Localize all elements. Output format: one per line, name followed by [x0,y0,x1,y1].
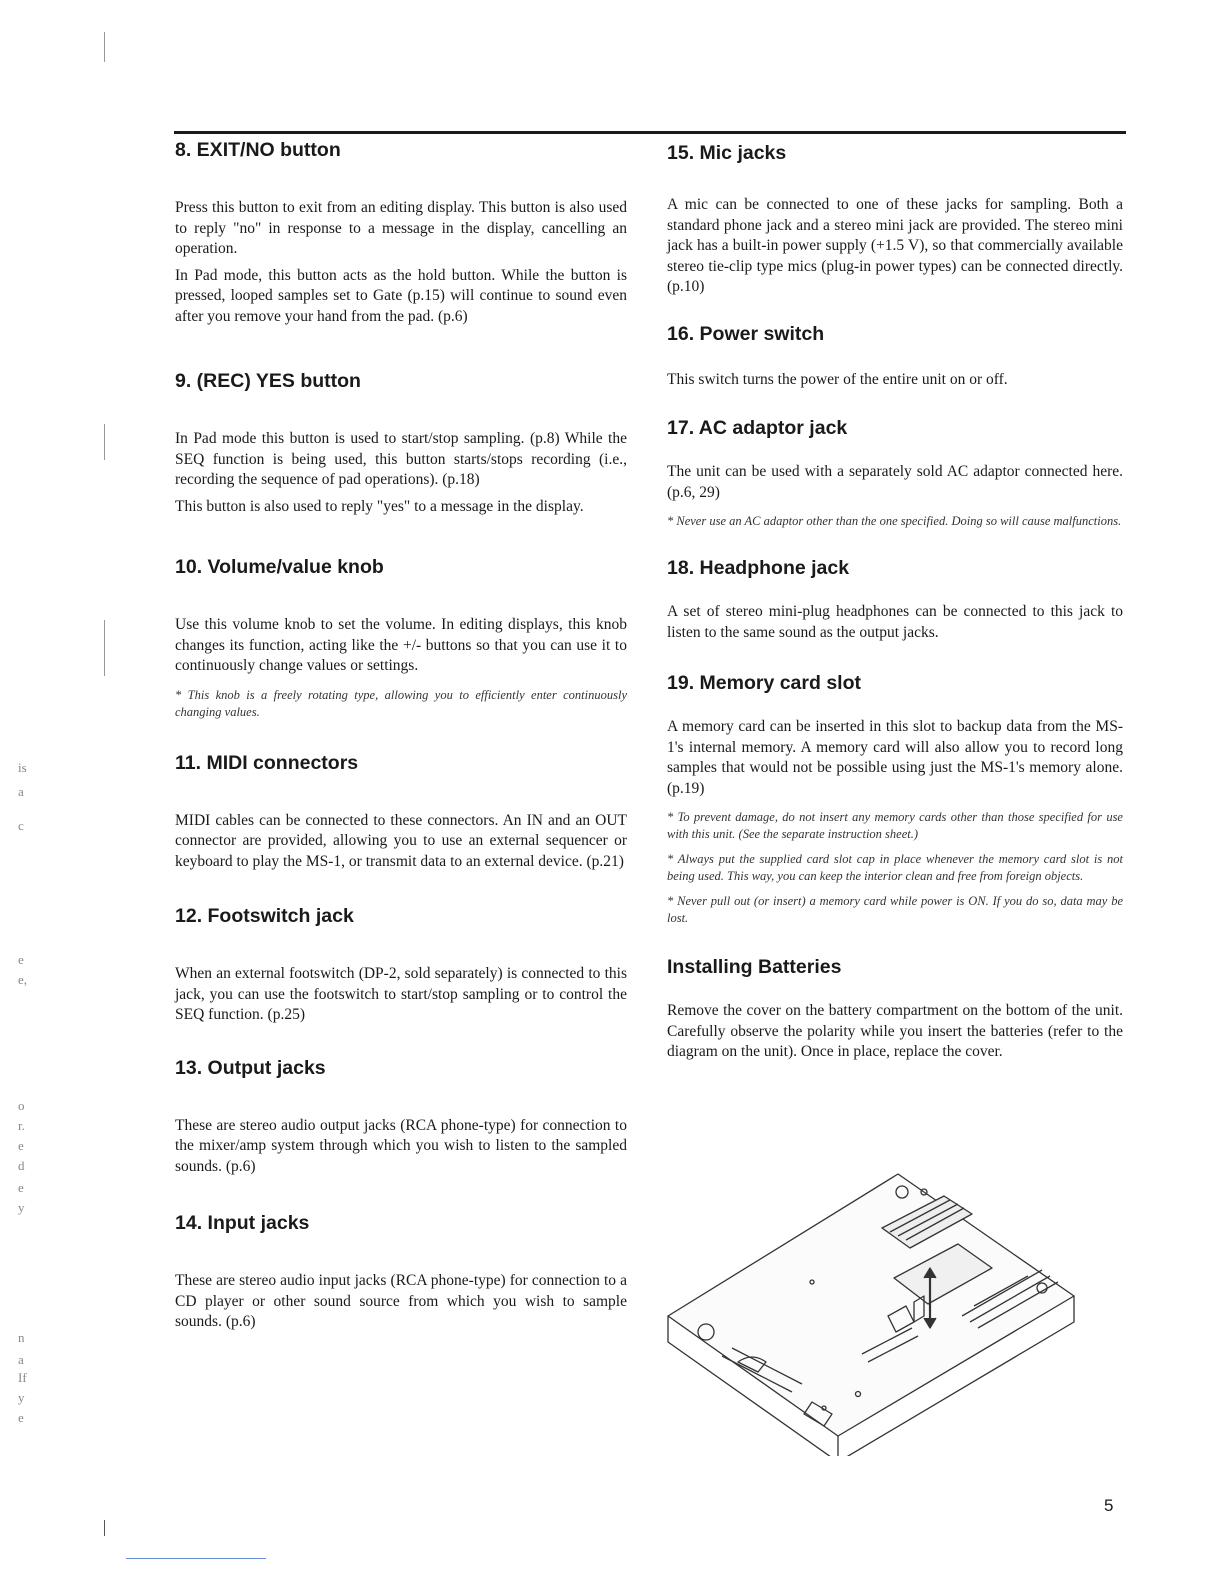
left-edge-fragment: a [18,1352,24,1367]
section-paragraph: In Pad mode, this button acts as the hold button. While the button is pressed, looped samples set to Gate (p.15) will continue to sound even after you remove your hand from the pad. (p.6) [175,266,627,325]
left-edge-fragment: e [18,1410,24,1425]
left-edge-fragment: d [18,1158,25,1173]
section-paragraph: When an external footswitch (DP-2, sold separately) is connected to this jack, you can use the footswitch to start/stop sampling or to control the SEQ function. (p.25) [175,965,627,1023]
section-power-switch [667,322,1123,391]
section-paragraph: A memory card can be inserted in this slot to backup data from the MS-1's internal memory. A memory card will also allow you to record long samples that would not be possible using just the MS-1's memory alone. (p.19) [667,718,1123,797]
section-heading: 11. MIDI connectors [175,751,359,774]
battery-compartment-illustration [662,1166,1082,1456]
section-heading: 14. Input jacks [175,1212,310,1234]
section-input-jacks [175,1211,627,1333]
section-heading: 8. EXIT/NO button [175,139,341,161]
margin-mark [104,424,105,460]
section-volume-value-knob [175,555,627,721]
margin-mark [104,1520,105,1536]
section-rec-yes-button [175,369,627,517]
left-edge-fragment: o [18,1098,25,1113]
header-rule [174,131,1126,134]
left-edge-fragment: n [18,1330,25,1345]
left-edge-fragment: is [18,760,27,775]
section-heading: 10. Volume/value knob [175,556,384,578]
section-heading: 16. Power switch [667,322,825,345]
section-ac-adaptor-jack [667,416,1123,530]
section-heading: 19. Memory card slot [667,672,861,694]
section-note: * Never pull out (or insert) a memory card while power is ON. If you do so, data may be lost. [667,894,1123,925]
section-paragraph: A mic can be connected to one of these jacks for sampling. Both a standard phone jack and a stereo mini jack are provided. The stereo mini jack has a built-in power supply (+1.5 V), so that commercially available stereo tie-clip type mics (plug-in power types) can be connected directly. (p.10) [667,196,1123,295]
section-paragraph: These are stereo audio output jacks (RCA phone-type) for connection to the mixer/amp system through which you wish to listen to the sampled sounds. (p.6) [175,1116,627,1175]
section-exit-no-button [175,138,627,327]
section-paragraph: MIDI cables can be connected to these connectors. An IN and an OUT connector are provided, allowing you to use an external sequencer or keyboard to play the MS-1, or transmit data to an external device. (p.21) [175,811,627,870]
section-memory-card-slot [667,671,1123,927]
section-paragraph: This button is also used to reply "yes" to a message in the display. [175,497,584,515]
section-headphone-jack [667,556,1123,643]
section-paragraph: The unit can be used with a separately sold AC adaptor connected here. (p.6, 29) [667,463,1123,501]
section-note: * This knob is a freely rotating type, allowing you to efficiently enter continuously changing values. [175,687,627,719]
section-mic-jacks [667,141,1123,298]
right-column [667,138,1123,1063]
left-edge-fragment: r. [18,1118,25,1133]
section-paragraph: This switch turns the power of the entire unit on or off. [667,370,1008,388]
section-paragraph: A set of stereo mini-plug headphones can be connected to this jack to listen to the same sound as the output jacks. [667,603,1123,641]
left-edge-fragment: y [18,1390,25,1405]
section-heading: 17. AC adaptor jack [667,417,848,439]
section-paragraph: Press this button to exit from an editing display. This button is also used to reply "no" in response to a message in the display, cancelling an operation. [175,199,627,257]
left-edge-fragment: e [18,1138,24,1153]
margin-mark [104,32,105,62]
section-paragraph: Remove the cover on the battery compartment on the bottom of the unit. Carefully observe the polarity while you insert the batteries (refer to the diagram on the unit). Once in place, replace the cover. [667,1002,1123,1060]
left-edge-fragment: y [18,1200,25,1215]
left-edge-fragment: e [18,1180,24,1195]
section-heading: 13. Output jacks [175,1056,326,1079]
section-heading: Installing Batteries [667,956,842,978]
section-midi-connectors [175,751,627,873]
left-edge-fragment: e, [18,972,28,987]
section-heading: 9. (REC) YES button [175,370,361,392]
section-footswitch-jack [175,904,627,1026]
section-installing-batteries [667,955,1123,1063]
section-paragraph: These are stereo audio input jacks (RCA phone-type) for connection to a CD player or other sound source from which you wish to sample sounds. (p.6) [175,1272,627,1330]
bottom-link-line [126,1558,266,1559]
section-note: * To prevent damage, do not insert any memory cards other than those specified for use with this unit. (See the separate instruction sheet.) [667,810,1123,841]
left-edge-fragment: e [18,952,24,967]
section-heading: 12. Footswitch jack [175,905,354,927]
section-heading: 15. Mic jacks [667,142,787,164]
section-heading: 18. Headphone jack [667,557,850,579]
left-edge-fragment: If [18,1370,27,1385]
left-edge-fragment: c [18,818,24,833]
page-number: 5 [1104,1496,1114,1515]
left-column [175,138,627,1333]
margin-mark [104,620,105,676]
section-note: * Always put the supplied card slot cap in place whenever the memory card slot is not being used. This way, you can keep the interior clean and free from foreign objects. [667,852,1123,883]
section-output-jacks [175,1056,627,1178]
left-edge-fragment: a [18,784,24,799]
section-note: * Never use an AC adaptor other than the one specified. Doing so will cause malfunctions. [667,514,1122,528]
section-paragraph: In Pad mode this button is used to start/stop sampling. (p.8) While the SEQ function is being used, this button starts/stops recording (i.e., recording the sequence of pad operations). (p.18) [175,430,627,488]
section-paragraph: Use this volume knob to set the volume. In editing displays, this knob changes its function, acting like the +/- buttons so that you can use it to continuously change values or settings. [175,616,627,674]
